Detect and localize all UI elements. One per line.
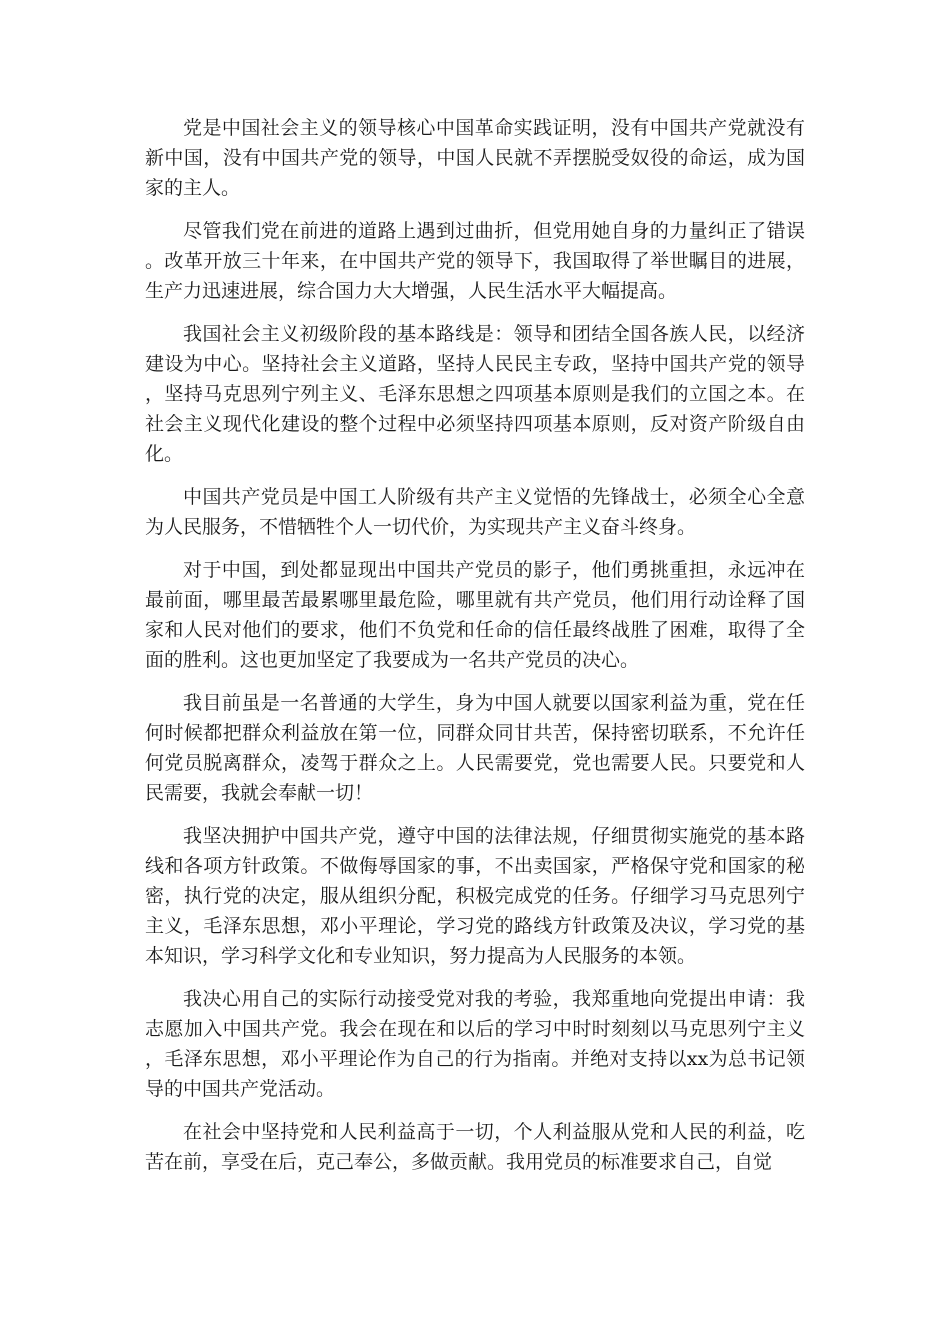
document-body: [145, 113, 805, 1190]
paragraph: 我坚决拥护中国共产党，遵守中国的法律法规，仔细贯彻实施党的基本路线和各项方针政策。不做侮辱国家的事，不出卖国家，严格保守党和国家的秘密，执行党的决定，服从组织分配，积极完成党的任务。仔细学习马克思列宁主义，毛泽东思想，邓小平理论，学习党的路线方针政策及决议，学习党的基本知识，学习科学文化和专业知识，努力提高为人民服务的本领。: [145, 825, 805, 967]
paragraph: 党是中国社会主义的领导核心中国革命实践证明，没有中国共产党就没有新中国，没有中国共产党的领导，中国人民就不弄摆脱受奴役的命运，成为国家的主人。: [145, 117, 805, 199]
paragraph: 我目前虽是一名普通的大学生，身为中国人就要以国家利益为重，党在任何时候都把群众利益放在第一位，同群众同甘共苦，保持密切联系，不允许任何党员脱离群众，凌驾于群众之上。人民需要党，党也需要人民。只要党和人民需要，我就会奉献一切！: [145, 692, 805, 804]
paragraph: 尽管我们党在前进的道路上遇到过曲折，但党用她自身的力量纠正了错误。改革开放三十年来，在中国共产党的领导下，我国取得了举世瞩目的进展，生产力迅速进展，综合国力大大增强，人民生活水平大幅提高。: [145, 220, 805, 302]
paragraph: 我决心用自己的实际行动接受党对我的考验，我郑重地向党提出申请：我志愿加入中国共产党。我会在现在和以后的学习中时时刻刻以马克思列宁主义，毛泽东思想，邓小平理论作为自己的行为指南。并绝对支持以xx为总书记领导的中国共产党活动。: [145, 988, 805, 1100]
paragraph: 对于中国，到处都显现出中国共产党员的影子，他们勇挑重担，永远冲在最前面，哪里最苦最累哪里最危险，哪里就有共产党员，他们用行动诠释了国家和人民对他们的要求，他们不负党和任命的信任最终战胜了困难，取得了全面的胜利。这也更加坚定了我要成为一名共产党员的决心。: [145, 559, 805, 671]
paragraph: 在社会中坚持党和人民利益高于一切，个人利益服从党和人民的利益，吃苦在前，享受在后，克己奉公，多做贡献。我用党员的标准要求自己，自觉: [145, 1121, 805, 1173]
paragraph: 中国共产党员是中国工人阶级有共产主义觉悟的先锋战士，必须全心全意为人民服务，不惜牺牲个人一切代价，为实现共产主义奋斗终身。: [145, 486, 805, 538]
paragraph: 我国社会主义初级阶段的基本路线是：领导和团结全国各族人民，以经济建设为中心。坚持社会主义道路，坚持人民民主专政，坚持中国共产党的领导，坚持马克思列宁列主义、毛泽东思想之四项基本原则是我们的立国之本。在社会主义现代化建设的整个过程中必须坚持四项基本原则，反对资产阶级自由化。: [145, 323, 805, 465]
